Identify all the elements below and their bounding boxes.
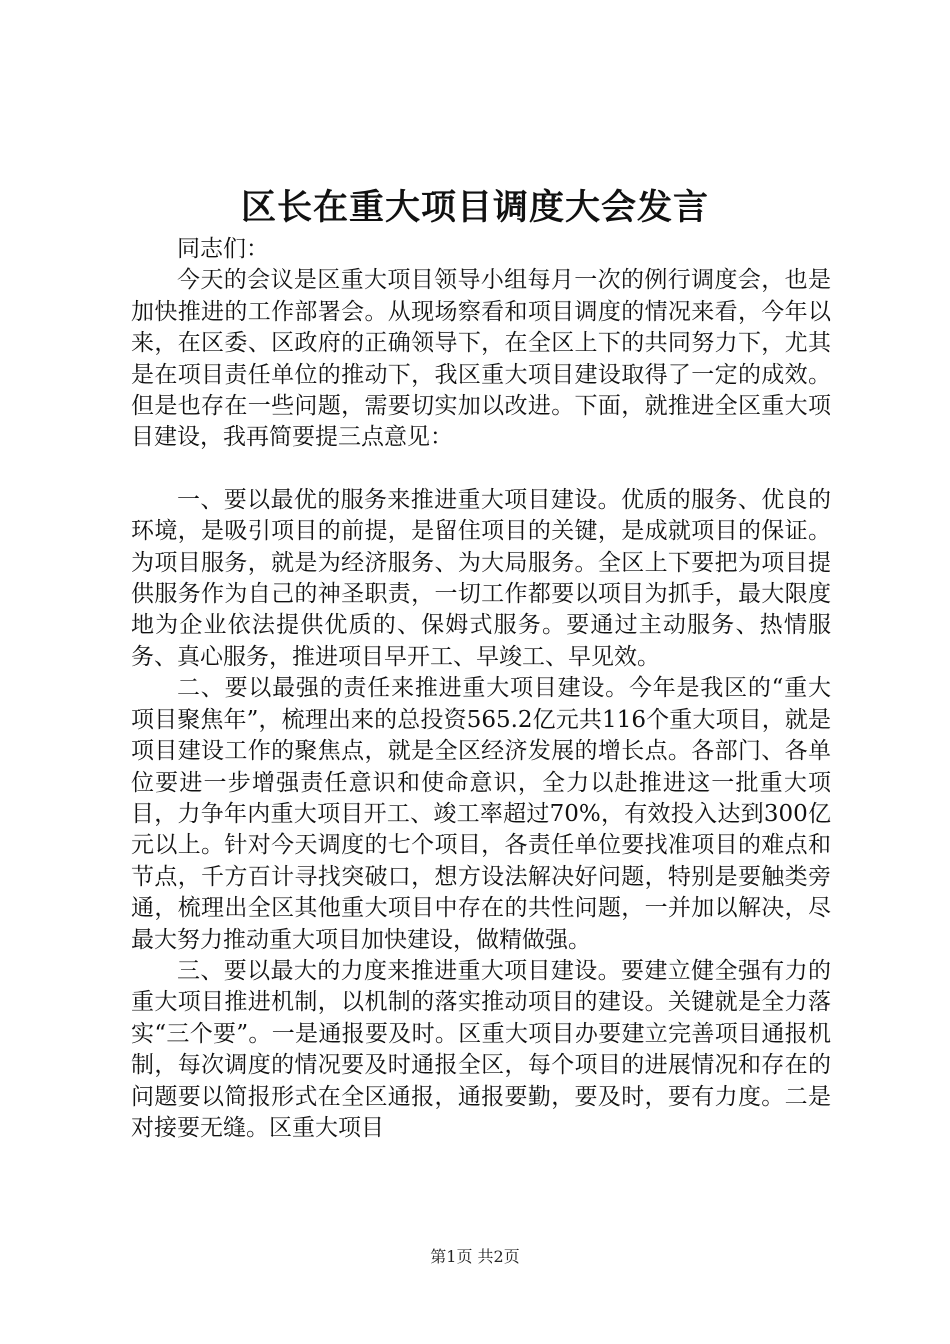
page-footer: 第1页 共2页	[430, 1247, 520, 1266]
document-body	[131, 234, 831, 1144]
salutation: 同志们：	[177, 236, 269, 262]
intro-paragraph: 今天的会议是区重大项目领导小组每月一次的例行调度会，也是加快推进的工作部署会。从现场察看和项目调度的情况来看，今年以来，在区委、区政府的正确领导下，在全区上下的共同努力下，尤其是在项目责任单位的推动下，我区重大项目建设取得了一定的成效。但是也存在一些问题，需要切实加以改进。下面，就推进全区重大项目建设，我再简要提三点意见：	[131, 267, 831, 451]
point-two-paragraph: 二、要以最强的责任来推进重大项目建设。今年是我区的“重大项目聚焦年”，梳理出来的总投资565.2亿元共116个重大项目，就是项目建设工作的聚焦点，就是全区经济发展的增长点。各部门、各单位要进一步增强责任意识和使命意识，全力以赴推进这一批重大项目，力争年内重大项目开工、竣工率超过70%，有效投入达到300亿元以上。针对今天调度的七个项目，各责任单位要找准项目的难点和节点，千方百计寻找突破口，想方设法解决好问题，特别是要触类旁通，梳理出全区其他重大项目中存在的共性问题，一并加以解决，尽最大努力推动重大项目加快建设，做精做强。	[131, 675, 831, 953]
point-one-paragraph: 一、要以最优的服务来推进重大项目建设。优质的服务、优良的环境，是吸引项目的前提，是留住项目的关键，是成就项目的保证。为项目服务，就是为经济服务、为大局服务。全区上下要把为项目提供服务作为自己的神圣职责，一切工作都要以项目为抓手，最大限度地为企业依法提供优质的、保姆式服务。要通过主动服务、热情服务、真心服务，推进项目早开工、早竣工、早见效。	[131, 486, 831, 670]
document-title: 区长在重大项目调度大会发言	[240, 187, 709, 228]
point-three-paragraph: 三、要以最大的力度来推进重大项目建设。要建立健全强有力的重大项目推进机制，以机制的落实推动项目的建设。关键就是全力落实“三个要”。一是通报要及时。区重大项目办要建立完善项目通报机制，每次调度的情况要及时通报全区，每个项目的进展情况和存在的问题要以简报形式在全区通报，通报要勤，要及时，要有力度。二是对接要无缝。区重大项目	[131, 957, 831, 1141]
